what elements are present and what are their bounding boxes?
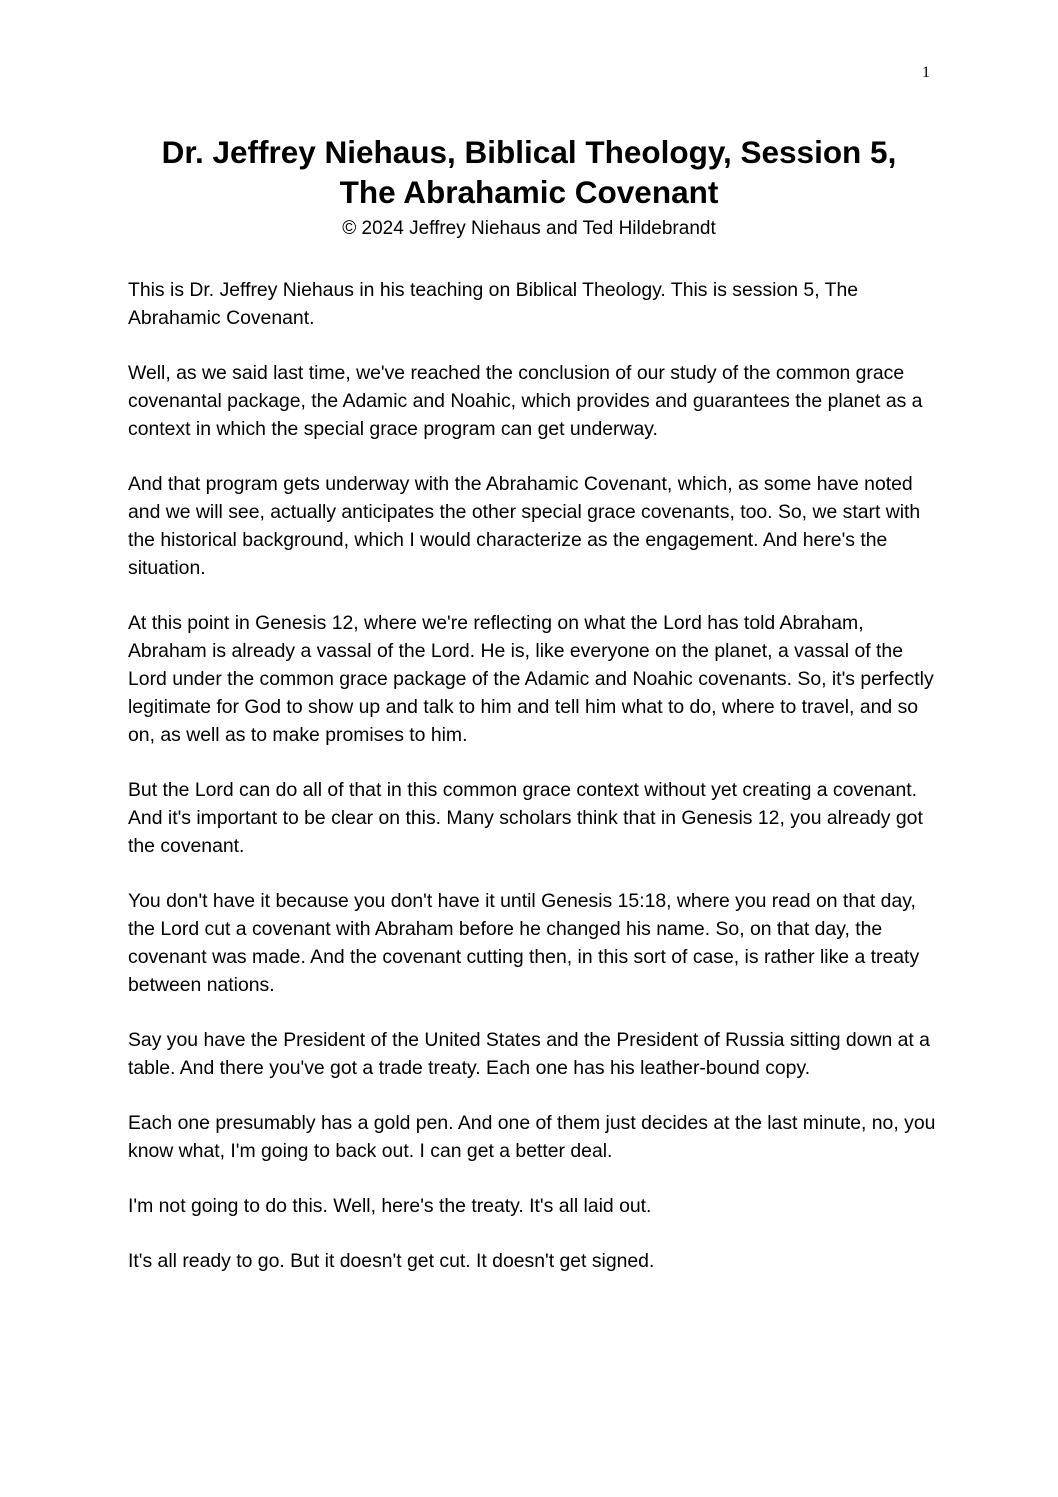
paragraph: I'm not going to do this. Well, here's the treaty. It's all laid out. xyxy=(128,1195,652,1217)
paragraph: Well, as we said last time, we've reached the conclusion of our study of the common grace covenantal package, the Adamic and Noahic, which provides and guarantees the planet as a context in which the special grace program can get underway. xyxy=(128,362,923,440)
paragraph: It's all ready to go. But it doesn't get cut. It doesn't get signed. xyxy=(128,1250,655,1272)
paragraph: You don't have it because you don't have it until Genesis 15:18, where you read on that day, the Lord cut a covenant with Abraham before he changed his name. So, on that day, the covenant was made. And the covenant cutting then, in this sort of case, is rather like a treaty between nations. xyxy=(128,890,920,996)
title-line-1: Dr. Jeffrey Niehaus, Biblical Theology, Session 5, xyxy=(161,134,897,170)
title-line-2: The Abrahamic Covenant xyxy=(339,174,719,210)
document-title xyxy=(128,132,930,212)
paragraph: At this point in Genesis 12, where we're reflecting on what the Lord has told Abraham, Abraham is already a vassal of the Lord. He is, like everyone on the planet, a vassal of the Lord under the common grace package of the Adamic and Noahic covenants. So, it's perfectly legitimate for God to show up and talk to him and tell him what to do, where to travel, and so on, as well as to make promises to him. xyxy=(128,612,934,746)
paragraph: Each one presumably has a gold pen. And one of them just decides at the last minute, no, you know what, I'm going to back out. I can get a better deal. xyxy=(128,1112,936,1162)
copyright-notice: © 2024 Jeffrey Niehaus and Ted Hildebrandt xyxy=(342,218,716,239)
title-block xyxy=(128,132,930,242)
document-body xyxy=(128,276,938,1302)
paragraph: Say you have the President of the United States and the President of Russia sitting down at a table. And there you've got a trade treaty. Each one has his leather-bound copy. xyxy=(128,1029,930,1079)
page-number: 1 xyxy=(922,64,930,81)
paragraph: This is Dr. Jeffrey Niehaus in his teaching on Biblical Theology. This is session 5, The Abrahamic Covenant. xyxy=(128,279,859,329)
paragraph: And that program gets underway with the Abrahamic Covenant, which, as some have noted and we will see, actually anticipates the other special grace covenants, too. So, we start with the historical background, which I would characterize as the engagement. And here's the situation. xyxy=(128,473,921,579)
paragraph: But the Lord can do all of that in this common grace context without yet creating a covenant. And it's important to be clear on this. Many scholars think that in Genesis 12, you already got the covenant. xyxy=(128,779,923,857)
